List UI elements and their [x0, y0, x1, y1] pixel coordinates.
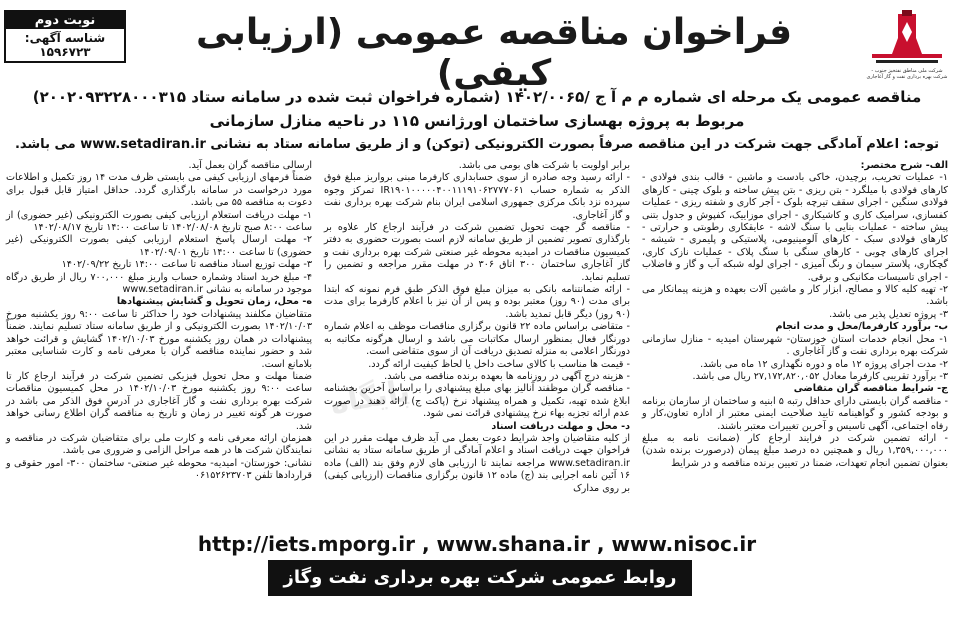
paragraph: متقاضیان مکلفند پیشنهادات خود را حداکثر تا ساعت ۹:۰۰ روز یکشنبه مورخ ۱۴۰۲/۱۰/۰۳ بصورت الکترونیکی و از طریق سامانه ستاد تسلیم نمایند. ضمناً پیشنهادات در همان روز یکشنبه مورخ ۱۴۰۲/۱۰/۰۳ گشایش و قرائت خواهد شد و حضور نماینده مناقصه گران با معرفی نامه و کارت شناسایی معتبر بلامانع است.: [6, 308, 312, 370]
paragraph: ۲- مهلت ارسال پاسخ استعلام ارزیابی کیفی بصورت الکترونیکی (غیر حضوری) تا ساعت ۱۴:۰۰ تاریخ ۱۴۰۲/۰۹/۰۱: [6, 234, 312, 258]
page-title: فراخوان مناقصه عمومی (ارزیابی کیفی): [195, 12, 793, 94]
paragraph: - قیمت ها مناسب با کالای ساخت داخل یا لحاظ کیفیت ارائه گردد.: [368, 358, 630, 370]
logo-caption: شرکت ملی مناطق نفتخیز جنوب - شرکت بهره برداری نفت و گاز آغاجاری: [866, 68, 948, 80]
paragraph: ارسالی مناقصه گران بعمل آید.: [188, 160, 312, 171]
tender-number-line: مناقصه عمومی یک مرحله ای شماره م م آ ج /۱۴۰۲/۰۰۶۵ (شماره فراخوان ثبت شده در سامانه ستاد ۲۰۰۲۰۹۳۲۲۸۰۰۰۳۱۵): [32, 88, 922, 106]
paragraph: ضمنا مهلت و محل تحویل فیزیکی تضمین شرکت در فرآیند ارجاع کار تا ساعت ۹:۰۰ روز یکشنبه مورخ ۱۴۰۲/۱۰/۰۳ در محل کمیسیون مناقصات شرکت بهره برداری نفت و گاز آغاجاری در آدرس فوق الذکر می باشد در صورت هر گونه تغییر در زمان و تاریخ به مناقصه گران اطلاع رسانی خواهد شد.: [6, 370, 313, 432]
section-heading: ه- محل، زمان تحویل و گشایش پیشنهادها: [116, 296, 312, 308]
attention-line: توجه: اعلام آمادگی جهت شرکت در این مناقصه صرفاً بصورت الکترونیکی (توکن) و از طریق سامانه ستاد به نشانی www.setadiran.ir می باشد.: [14, 137, 940, 152]
paragraph: ۲- تهیه کلیه کالا و مصالح، ابزار کار و ماشین آلات بعهده و هزینه پیمانکار می باشد.: [642, 284, 948, 308]
paragraph: - ارائه تضمین شرکت در فرایند ارجاع کار (ضمانت نامه به مبلغ ۱,۳۵۹,۰۰۰,۰۰۰ ریال و همچنین ده درصد مبلغ پیمان (درصورت برنده شدن) بعنوان تضمین انجام تعهدات، ضمنا در تعیین برنده مناقصه و در شرایط: [642, 432, 948, 469]
column-1: [642, 160, 948, 530]
paragraph: از کلیه متقاضیان واجد شرایط دعوت بعمل می آید ظرف مهلت مقرر در این فراخوان جهت دریافت اسناد و اعلام آمادگی از طریق سامانه ستاد به نشانی www.setadiran.ir مراجعه نمایند تا ارزیابی های لازم وفق بند (الف) ماده ۱۶ آئین نامه اجرایی بند (ج) ماده ۱۲ قانون برگزاری مناقصات (ارزیابی کیفی) بر روی مدارک: [324, 432, 630, 494]
footer-links: http://iets.mporg.ir , www.shana.ir , www.nisoc.ir: [197, 532, 757, 556]
paragraph: - مناقصه گر جهت تحویل تضمین شرکت در فرآیند ارجاع کار علاوه بر بارگذاری تصویر تضمین از طریق سامانه لازم است بصورت حضوری به دفتر کمیسیون مناقصات در امیدیه محوطه غیر صنعتی شرکت بهره برداری نفت و گاز آغاجاری ساختمان ۳۰۰ اتاق ۳۰۶ در مهلت مقرر مراجعه و تضمین را تسلیم نماید.: [324, 222, 630, 283]
paragraph: - متقاضی براساس ماده ۲۲ قانون برگزاری مناقصات موظف به اعلام شماره دورنگار فعال بمنظور ارسال مکاتبات می باشد و ارسال هرگونه مکاتبه به دورنگار اعلامی به منزله تصدیق دریافت آن از سوی متقاضی است.: [324, 321, 630, 358]
notice-number: شناسه آگهی: ۱۵۹۶۷۲۳: [24, 31, 106, 59]
paragraph: ۴- مبلغ خرید اسناد وشماره حساب واریز مبلغ ۷۰۰,۰۰۰ ریال از طریق درگاه موجود در سامانه به نشانی www.setadiran.ir: [6, 271, 313, 296]
company-logo: [868, 8, 946, 72]
paragraph: - هزینه درج آگهی در روزنامه ها بعهده برنده مناقصه می باشد.: [384, 370, 630, 382]
paragraph: ۱- مهلت دریافت استعلام ارزیابی کیفی بصورت الکترونیکی (غیر حضوری) از ساعت ۸:۰۰ صبح تاریخ ۱۴۰۲/۰۸/۰۸ تا ساعت ۱۴:۰۰ تاریخ ۱۴۰۲/۰۸/۱۷: [6, 209, 312, 234]
footer-bar: روابط عمومی شرکت بهره برداری نفت وگاز آغاجاری: [268, 560, 692, 596]
paragraph: ۱- عملیات تخریب، برچیدن، خاکی بادست و ماشین - قالب بندی فولادی - کارهای فولادی با میلگرد - بتن ریزی - بتن پیش ساخته و بلوک چینی - کارهای فولادی سنگین - اجرای سقف تیرچه بلوک - آجر کاری و شفته ریزی - عملیات کفسازی، سرامیک کاری و کاشیکاری - اجرای موزاییک، کفپوش و جدول بتنی پیش ساخته - عملیات بنایی با سنگ لاشه - عایقکاری رطوبتی و حرارتی - کارهای فولادی سبک - کارهای آلومینیومی، پلاستیکی و پلیمری - شیشه - اجرای کارهای چوبی - کارهای سنگی با سنگ پلاک - عملیات نازک کاری، گچکاری، پلاستر سیمان و رنگ آمیزی - اجرای لوله شبکه آب و گاز و فاضلاب - اجرای تاسیسات مکانیکی و برقی.: [642, 172, 948, 283]
section-heading: ج- شرایط مناقصه گران متقاضی: [793, 383, 948, 395]
paragraph: ۳- پروژه تعدیل پذیر می باشد.: [829, 308, 948, 320]
notice-label: نوبت دوم: [6, 12, 124, 29]
paragraph: ۳- برآورد تقریبی کارفرما معادل ۲۷,۱۷۲,۸۲۰,۰۵۲ ریال می باشد.: [692, 370, 948, 382]
paragraph: - ارائه رسید وجه صادره از سوی حسابداری کارفرما مبنی برواریز مبلغ فوق الذکر به شماره حساب IR۱۹۰۱۰۰۰۰۰۴۰۰۱۱۱۹۱۰۶۲۷۷۷۰۶۱ تمرکز وجوه سپرده نزد بانک مرکزی جمهوری اسلامی ایران بنام شرکت بهره برداری نفت و گاز آغاجاری.: [324, 172, 630, 221]
notice-box: [4, 10, 126, 63]
paragraph: ۳- مهلت توزیع اسناد مناقصه تا ساعت ۱۴:۰۰ تاریخ ۱۴۰۲/۰۹/۲۲: [61, 259, 312, 271]
section-heading: ب- برآورد کارفرما/محل و مدت انجام: [775, 321, 948, 333]
paragraph: - مناقصه گران موظفند آنالیز بهای مبلغ پیشنهادی را براساس آخرین بخشنامه ابلاغ شده تهیه، تکمیل و همراه پیشنهاد نرخ (پاکت ج) ارائه دهند در صورت عدم ارائه تجزیه بهاء نرخ پیشنهادی قرائت نمی شود.: [324, 383, 630, 420]
paragraph: - مناقصه گران بایستی دارای حداقل رتبه ۵ ابنیه و ساختمان از سازمان برنامه و بودجه کشور و گواهینامه تایید صلاحیت ایمنی معتبر از اداره تعاون،کار و رفاه اجتماعی، آگهی تاسیس و آخرین تغییرات معتبر باشند.: [642, 395, 949, 432]
oil-company-logo-icon: [868, 8, 946, 70]
paragraph: نشانی: خوزستان- امیدیه- محوطه غیر صنعتی- ساختمان ۳۰۰- امور حقوقی و قراردادها تلفن ۰۶۱۵۲۶۲۳۷۰۳: [6, 457, 312, 482]
column-3: [6, 160, 312, 530]
watermark: پایگاه: [327, 373, 413, 422]
paragraph: ۱- محل انجام خدمات استان خوزستان- شهرستان امیدیه - منازل سازمانی شرکت بهره برداری نفت و گاز آغاجاری .: [642, 333, 948, 358]
section-heading: د- محل و مهلت دریافت اسناد: [491, 420, 630, 432]
project-line: مربوط به پروژه بهسازی ساختمان اورژانس ۱۱۵ در ناحیه منازل سازمانی: [209, 112, 745, 130]
column-2: [324, 160, 630, 530]
paragraph: همزمان ارائه معرفی نامه و کارت ملی برای متقاضیان شرکت در مناقصه و نمایندگان شرکت ها در همه مراحل الزامی و ضروری می باشد.: [6, 432, 312, 457]
paragraph: ضمناً فرمهای ارزیابی کیفی می بایستی ظرف مدت ۱۴ روز تکمیل و اطلاعات مورد درخواست در سامانه بارگذاری گردد. حداقل امتیاز قابل قبول برای دعوت به مناقصه ۵۵ می باشد.: [6, 172, 312, 209]
paragraph: ۲- مدت اجرای پروژه ۱۲ ماه و دوره نگهداری ۱۲ ماه می باشد.: [700, 358, 948, 370]
body-columns: [6, 160, 948, 530]
paragraph: برابر اولویت با شرکت های بومی می باشد.: [458, 160, 630, 171]
header: [0, 6, 954, 94]
section-heading: الف- شرح مختصر:: [860, 160, 948, 171]
paragraph: - ارائه ضمانتنامه بانکی به میزان مبلغ فوق الذکر طبق فرم نمونه که ابتدا برای مدت (۹۰ روز) معتبر بوده و پس از آن نیز با اعلام کارفرما برای مدت (۹۰ روز) دیگر قابل تمدید باشد.: [324, 284, 630, 320]
